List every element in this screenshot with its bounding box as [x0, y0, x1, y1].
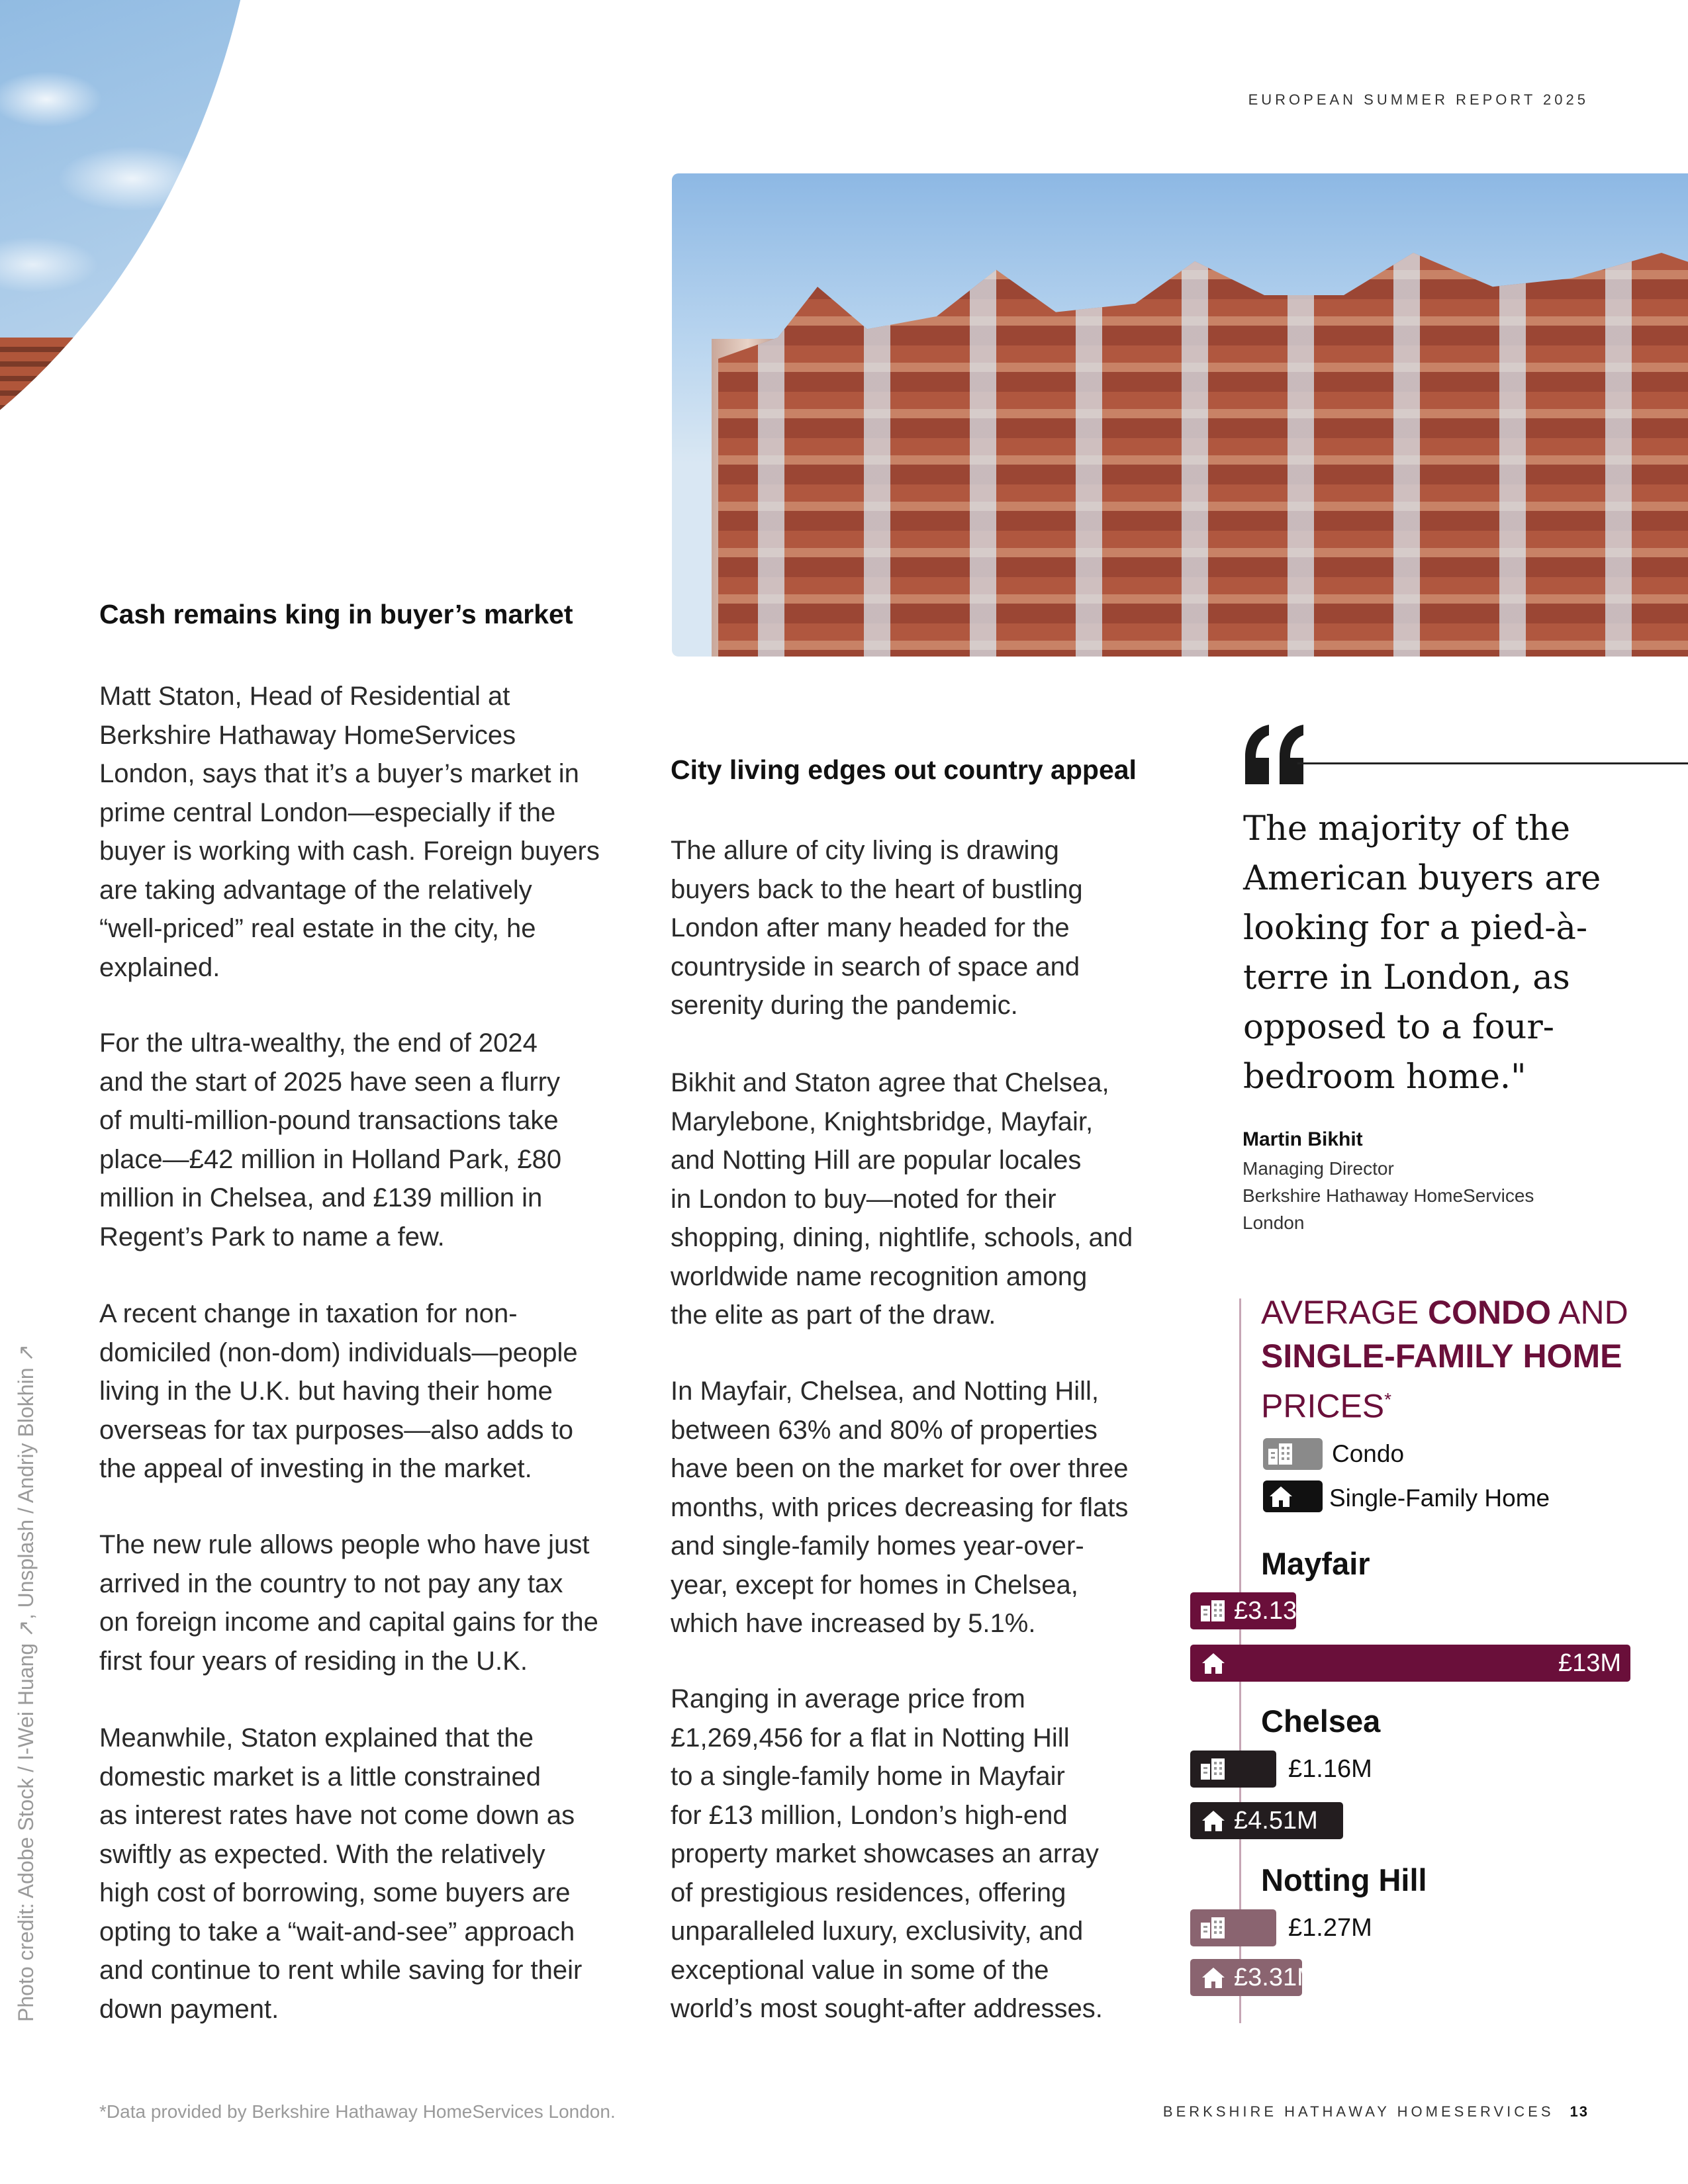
- footer-brand: BERKSHIRE HATHAWAY HOMESERVICES: [1162, 2103, 1554, 2120]
- london-building-photo: [672, 173, 1688, 657]
- photo-credit: Photo credit: Adobe Stock / I-Wei Huang ↗, Unsplash / Andriy Blokhin ↗: [14, 1343, 38, 2022]
- quote-author-name: Martin Bikhit: [1243, 1128, 1363, 1150]
- page-number: 13: [1570, 2103, 1589, 2120]
- bar-notting-hill-home: [1190, 1959, 1318, 1996]
- building-icon: [1198, 1757, 1229, 1781]
- chart-title: AVERAGE CONDO AND SINGLE-FAMILY HOME PRICES*: [1261, 1294, 1628, 1425]
- paragraph: A recent change in taxation for non- domiciled (non-dom) individuals—people living in the U.K. but having their home overseas for tax purposes—also adds to the appeal of investing in the market.: [99, 1299, 578, 1483]
- paragraph: Meanwhile, Staton explained that the domestic market is a little constrained as interest rates have not come down as swiftly as expected. With the relatively high cost of borrowing, some buyers are opting to take a “wait-and-see” approach and continue to rent while saving for their down payment.: [99, 1723, 583, 2024]
- house-icon: [1198, 1966, 1229, 1989]
- bar-value-label: £1.16M: [1288, 1754, 1372, 1783]
- report-title: EUROPEAN SUMMER REPORT 2025: [1248, 91, 1589, 108]
- section-heading-cash: Cash remains king in buyer’s market: [99, 599, 573, 629]
- area-name-mayfair: Mayfair: [1261, 1546, 1370, 1581]
- bar-value-label: £1.27M: [1288, 1913, 1372, 1942]
- quote-mark-icon: [1241, 718, 1307, 791]
- section-heading-city: City living edges out country appeal: [671, 754, 1137, 785]
- legend-swatch-condo: [1263, 1438, 1323, 1470]
- paragraph: Ranging in average price from £1,269,456 for a flat in Notting Hill to a single-family home in Mayfair for £13 million, London’s high-end property market showcases an array of prestigious residences, offering unparalleled luxury, exclusivity, and exceptional value in some of the world’s most sought-after addresses.: [671, 1684, 1103, 2023]
- bar-value-label: £3.13M: [1234, 1596, 1318, 1625]
- legend-label-home: Single-Family Home: [1329, 1484, 1550, 1512]
- page-footer: [1163, 2103, 1589, 2120]
- house-icon: [1198, 1651, 1229, 1675]
- bar-mayfair-home: [1190, 1645, 1630, 1682]
- building-icon: [1198, 1916, 1229, 1940]
- quote-author-city: London: [1243, 1212, 1305, 1233]
- area-name-notting-hill: Notting Hill: [1261, 1862, 1427, 1897]
- data-footnote: *Data provided by Berkshire Hathaway HomeServices London.: [99, 2101, 616, 2122]
- legend-label-condo: Condo: [1332, 1440, 1405, 1467]
- paragraph: In Mayfair, Chelsea, and Notting Hill, between 63% and 80% of properties have been on the market for over three months, with prices decreasing for flats and single-family homes year-over- year, except for homes in Chelsea, which have increased by 5.1%.: [671, 1377, 1129, 1638]
- bar-value-label: £4.51M: [1234, 1806, 1318, 1835]
- bar-value-label: £13M: [1558, 1649, 1621, 1677]
- building-icon: [1198, 1599, 1229, 1623]
- bar-mayfair-condo: [1190, 1592, 1318, 1629]
- bar-chelsea-home: [1190, 1802, 1343, 1839]
- quote-author-org: Berkshire Hathaway HomeServices: [1243, 1185, 1534, 1206]
- quote-author-title: Managing Director: [1243, 1158, 1394, 1179]
- house-icon: [1266, 1484, 1296, 1512]
- paragraph: Matt Staton, Head of Residential at Berkshire Hathaway HomeServices London, says that it’s a buyer’s market in prime central London—especially if the buyer is working with cash. Foreign buyers are taking advantage of the relatively “well-priced” real estate in the city, he explained.: [99, 682, 600, 982]
- paragraph: Bikhit and Staton agree that Chelsea, Marylebone, Knightsbridge, Mayfair, and Notting Hill are popular locales in London to buy—noted for their shopping, dining, nightlife, schools, and worldwide name recognition among the elite as part of the draw.: [671, 1068, 1133, 1330]
- bar-notting-hill-condo: [1190, 1909, 1372, 1946]
- area-name-chelsea: Chelsea: [1261, 1704, 1381, 1739]
- house-icon: [1198, 1809, 1229, 1833]
- bar-chelsea-condo: [1190, 1751, 1372, 1788]
- paragraph: The allure of city living is drawing buyers back to the heart of bustling London after many headed for the countryside in search of space and serenity during the pandemic.: [671, 836, 1083, 1020]
- paragraph: The new rule allows people who have just arrived in the country to not pay any tax on foreign income and capital gains for the first four years of residing in the U.K.: [99, 1530, 598, 1676]
- paragraph: For the ultra-wealthy, the end of 2024 and the start of 2025 have seen a flurry of multi-million-pound transactions take place—£42 million in Holland Park, £80 million in Chelsea, and £139 million in Regent’s Park to name a few.: [99, 1028, 562, 1251]
- pull-quote: The majority of the American buyers are looking for a pied-à-terre in London, as opposed to a four-bedroom home.": [1243, 809, 1601, 1097]
- building-icon: [1266, 1442, 1296, 1469]
- legend-swatch-home: [1263, 1480, 1323, 1512]
- sky-photo-arc: [0, 0, 265, 536]
- bar-value-label: £3.31M: [1234, 1963, 1318, 1991]
- quote-rule: [1297, 762, 1688, 764]
